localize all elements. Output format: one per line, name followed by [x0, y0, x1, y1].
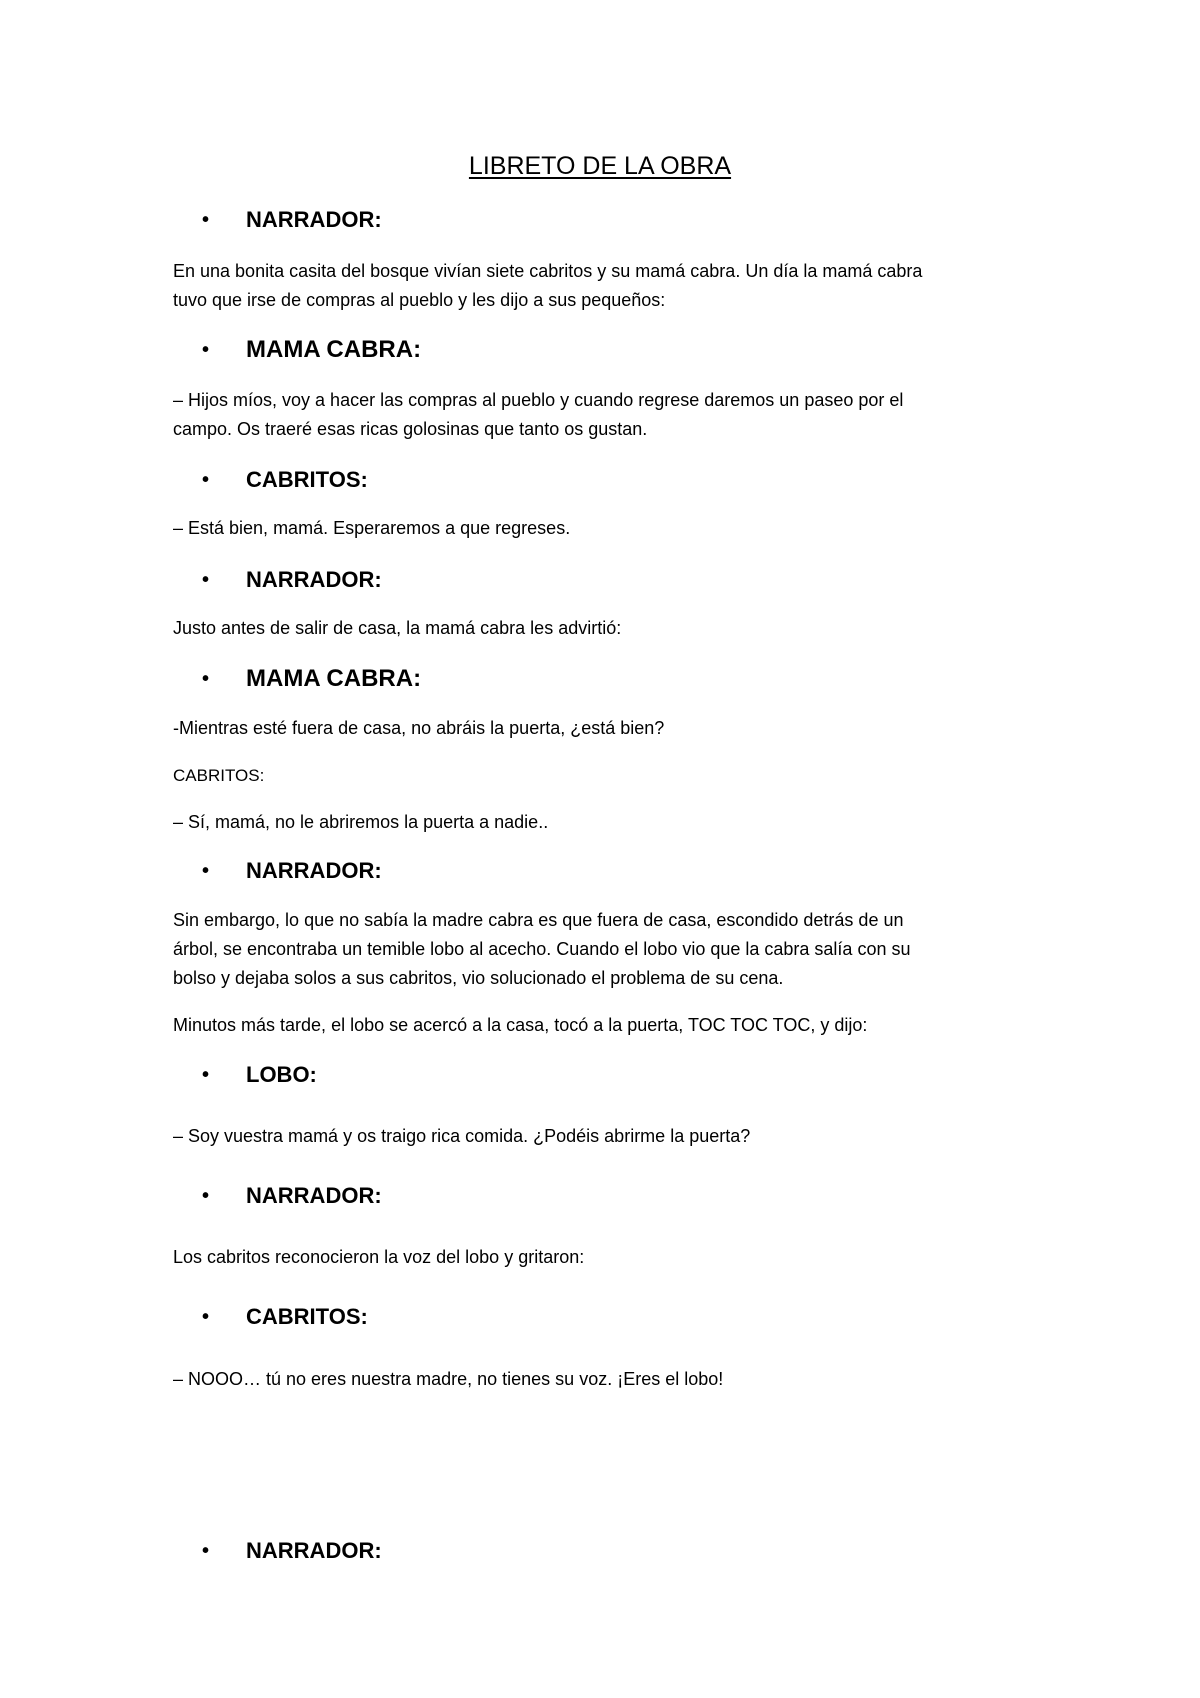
character-name: CABRITOS:: [246, 467, 368, 492]
paragraph-line: – Sí, mamá, no le abriremos la puerta a nadie..: [173, 812, 549, 832]
paragraph: [173, 1243, 1033, 1272]
paragraph: [173, 808, 1033, 837]
paragraph-line: árbol, se encontraba un temible lobo al acecho. Cuando el lobo vio que la cabra salía con su: [173, 939, 911, 959]
paragraph-line: – Está bien, mamá. Esperaremos a que regreses.: [173, 518, 571, 538]
paragraph-line: – Hijos míos, voy a hacer las compras al pueblo y cuando regrese daremos un paseo por el: [173, 390, 904, 410]
bullet-icon: •: [202, 1064, 210, 1086]
paragraph-line: En una bonita casita del bosque vivían siete cabritos y su mamá cabra. Un día la mamá cabra: [173, 261, 923, 281]
character-name: NARRADOR:: [246, 1538, 382, 1563]
paragraph: [173, 906, 1033, 993]
paragraph: [173, 1122, 1033, 1151]
paragraph-line: – NOOO… tú no eres nuestra madre, no tienes su voz. ¡Eres el lobo!: [173, 1369, 724, 1389]
paragraph-line: Sin embargo, lo que no sabía la madre cabra es que fuera de casa, escondido detrás de un: [173, 910, 904, 930]
bullet-icon: •: [202, 469, 210, 491]
paragraph: [173, 514, 1033, 543]
paragraph-line: tuvo que irse de compras al pueblo y les dijo a sus pequeños:: [173, 290, 666, 310]
bullet-icon: •: [202, 668, 210, 690]
character-name: NARRADOR:: [246, 1183, 382, 1208]
paragraph: [173, 1365, 1033, 1394]
paragraph-line: -Mientras esté fuera de casa, no abráis la puerta, ¿está bien?: [173, 718, 665, 738]
paragraph: [173, 714, 1033, 743]
bullet-icon: •: [202, 1306, 210, 1328]
paragraph-line: Justo antes de salir de casa, la mamá cabra les advirtió:: [173, 618, 622, 638]
paragraph: [173, 614, 1033, 643]
paragraph-line: Minutos más tarde, el lobo se acercó a la casa, tocó a la puerta, TOC TOC TOC, y dijo:: [173, 1015, 868, 1035]
character-name: LOBO:: [246, 1062, 317, 1087]
document-title: LIBRETO DE LA OBRA: [468, 152, 732, 180]
paragraph-line: campo. Os traeré esas ricas golosinas que tanto os gustan.: [173, 419, 648, 439]
character-name: NARRADOR:: [246, 858, 382, 883]
bullet-icon: •: [202, 569, 210, 591]
character-name: NARRADOR:: [246, 567, 382, 592]
character-name: MAMA CABRA:: [246, 336, 422, 363]
paragraph-line: CABRITOS:: [173, 766, 265, 785]
bullet-icon: •: [202, 1540, 210, 1562]
paragraph: [173, 257, 1033, 315]
paragraph-line: – Soy vuestra mamá y os traigo rica comida. ¿Podéis abrirme la puerta?: [173, 1126, 751, 1146]
paragraph-line: bolso y dejaba solos a sus cabritos, vio solucionado el problema de su cena.: [173, 968, 784, 988]
character-name: CABRITOS:: [246, 1304, 368, 1329]
character-name: MAMA CABRA:: [246, 665, 422, 692]
bullet-icon: •: [202, 209, 210, 231]
bullet-icon: •: [202, 339, 210, 361]
paragraph: [173, 386, 1033, 444]
bullet-icon: •: [202, 860, 210, 882]
paragraph: [173, 761, 1033, 790]
paragraph: [173, 1011, 1033, 1040]
character-name: NARRADOR:: [246, 207, 382, 232]
paragraph-line: Los cabritos reconocieron la voz del lobo y gritaron:: [173, 1247, 585, 1267]
bullet-icon: •: [202, 1185, 210, 1207]
